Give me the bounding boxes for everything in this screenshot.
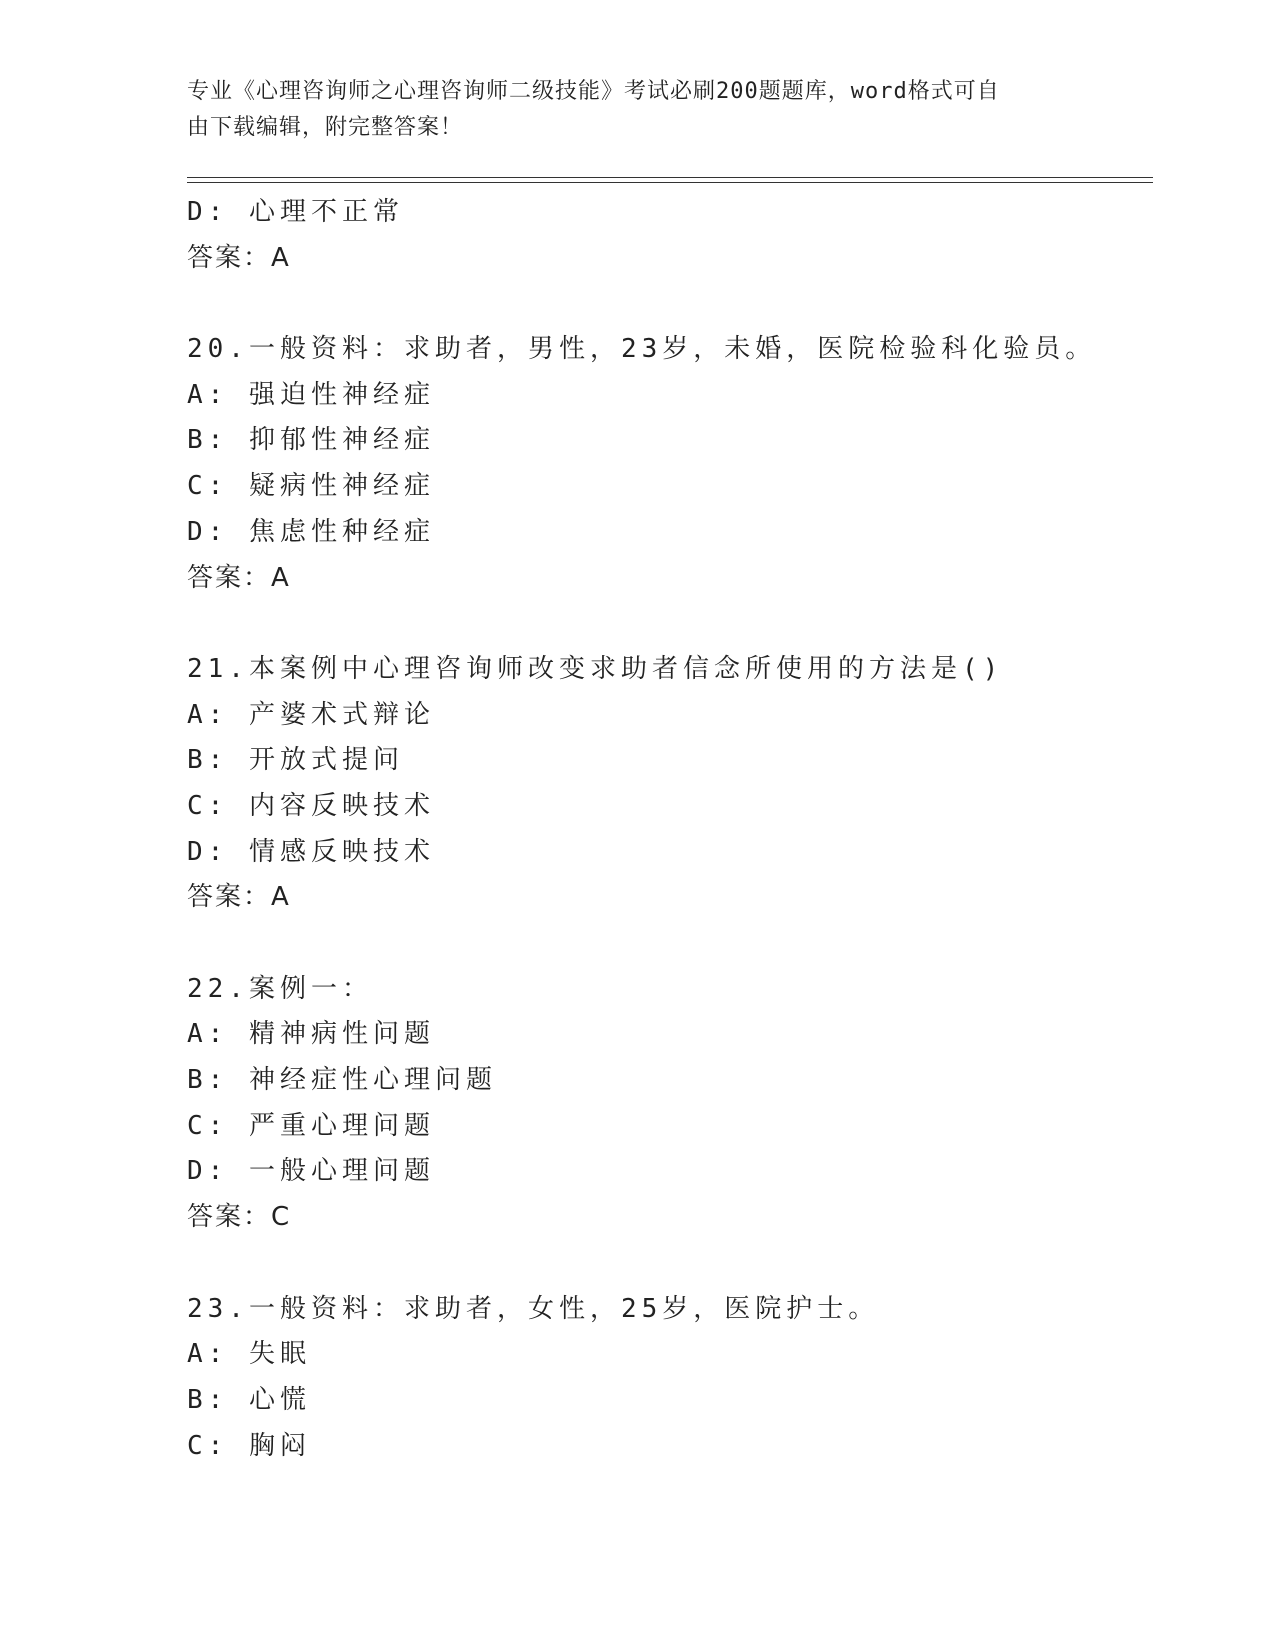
question-21-option-b: B: 开放式提问 (187, 745, 404, 776)
question-20-option-c: C: 疑病性神经症 (187, 471, 435, 502)
question-21-option-a: A: 产婆术式辩论 (187, 699, 435, 730)
question-21-option-d: D: 情感反映技术 (187, 836, 435, 867)
question-23-option-a: A: 失眠 (187, 1339, 311, 1370)
question-22-option-d: D: 一般心理问题 (187, 1156, 435, 1187)
question-22-option-a: A: 精神病性问题 (187, 1019, 435, 1050)
spacer (187, 601, 1147, 647)
question-20-option-b: B: 抑郁性神经症 (187, 425, 435, 456)
question-21-stem: 21.本案例中心理咨询师改变求助者信念所使用的方法是() (187, 653, 1004, 684)
header-divider-top (187, 177, 1153, 178)
answer-previous: 答案：A (187, 242, 291, 273)
question-21-option-c: C: 内容反映技术 (187, 790, 435, 821)
spacer (187, 281, 1147, 327)
question-22-option-b: B: 神经症性心理问题 (187, 1065, 497, 1096)
question-20-option-d: D: 焦虑性种经症 (187, 516, 435, 547)
question-22-option-c: C: 严重心理问题 (187, 1110, 435, 1141)
header-divider-bottom (187, 182, 1153, 183)
question-list (187, 190, 1147, 1469)
spacer (187, 1241, 1147, 1287)
option-d-previous: D: 心理不正常 (187, 197, 404, 227)
question-20-answer: 答案：A (187, 562, 291, 593)
spacer (187, 921, 1147, 967)
question-22-answer: 答案：C (187, 1202, 292, 1233)
header-line-1: 专业《心理咨询师之心理咨询师二级技能》考试必刷200题题库，word格式可自 (187, 79, 1000, 104)
question-20-stem: 20.一般资料：求助者，男性，23岁，未婚，医院检验科化验员。 (187, 334, 1097, 365)
document-header (187, 74, 1067, 146)
question-23-option-b: B: 心慌 (187, 1384, 311, 1415)
question-20-option-a: A: 强迫性神经症 (187, 379, 435, 410)
question-23-stem: 23.一般资料：求助者，女性，25岁，医院护士。 (187, 1293, 880, 1324)
header-line-2: 由下载编辑，附完整答案！ (187, 115, 464, 140)
question-23-option-c: C: 胸闷 (187, 1430, 311, 1461)
question-21-answer: 答案：A (187, 882, 291, 913)
question-22-stem: 22.案例一： (187, 973, 373, 1004)
